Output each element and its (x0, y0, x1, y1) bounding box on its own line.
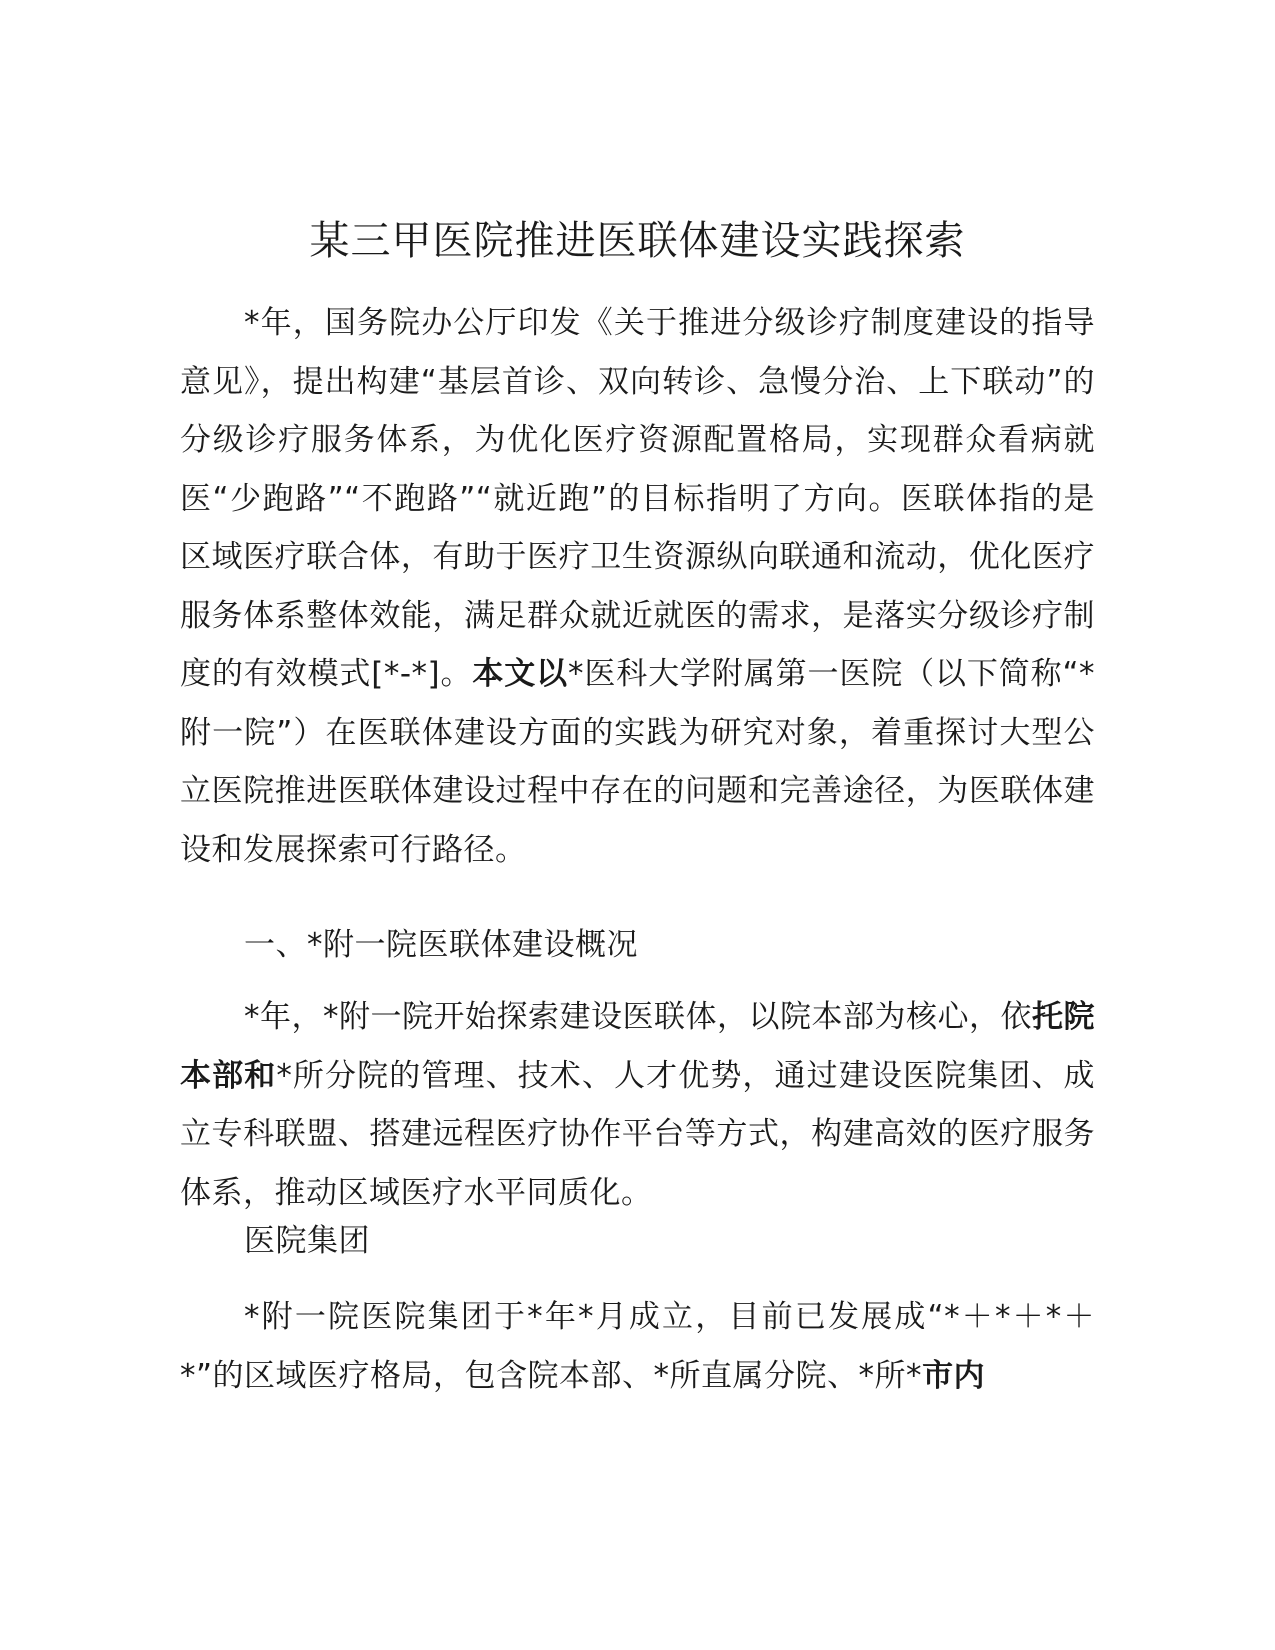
subsection-heading: 医院集团 (244, 1223, 370, 1259)
subsection-text-bold: 市内 (922, 1357, 986, 1394)
document-title: 某三甲医院推进医联体建设实践探索 (309, 218, 966, 264)
intro-text-bold: 本文以 (472, 656, 568, 692)
section-1-paragraph (180, 988, 1095, 1222)
intro-text-part-1: *年，国务院办公厅印发《关于推进分级诊疗制度建设的指导意见》，提出构建“基层首诊、双向转诊、急慢分治、上下联动”的分级诊疗服务体系，为优化医疗资源配置格局，实现群众看病就医“少跑路”“不跑路”“就近跑”的目标指明了方向。医联体指的是区域医疗联合体，有助于医疗卫生资源纵向联通和流动，优化医疗服务体系整体效能，满足群众就近就医的需求，是落实分级诊疗制度的有效模式[*-*]。 (180, 305, 1095, 692)
subsection-paragraph (180, 1288, 1095, 1405)
section-1-text-part-2: *所分院的管理、技术、人才优势，通过建设医院集团、成立专科联盟、搭建远程医疗协作平台等方式，构建高效的医疗服务体系，推动区域医疗水平同质化。 (180, 1057, 1096, 1211)
intro-text-part-2: *医科大学附属第一医院（以下简称“*附一院”）在医联体建设方面的实践为研究对象，着重探讨大型公立医院推进医联体建设过程中存在的问题和完善途径，为医联体建设和发展探索可行路径。 (180, 656, 1096, 868)
intro-paragraph (180, 294, 1095, 879)
section-1-text-part-1: *年，*附一院开始探索建设医联体，以院本部为核心，依 (244, 999, 1032, 1035)
section-heading-1: 一、*附一院医联体建设概况 (244, 927, 638, 963)
subsection-text-part-1: *附一院医院集团于*年*月成立，目前已发展成“*＋*＋*＋*”的区域医疗格局，包含院本部、*所直属分院、*所* (180, 1299, 1095, 1394)
section-1-text-bold: 托院本部和 (180, 999, 1095, 1094)
